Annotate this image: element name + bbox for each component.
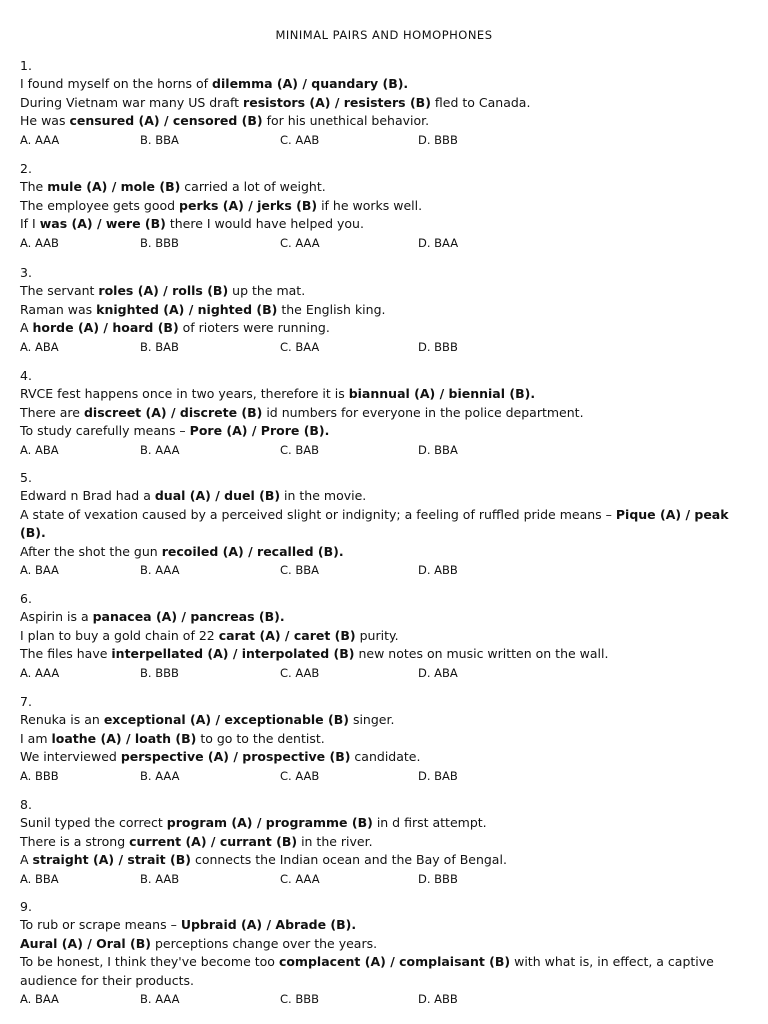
answer-options [20,767,748,785]
question-sentence [20,301,748,319]
answer-option: A. BAA [20,563,59,578]
word-choice: exceptional (A) / exceptionable (B) [103,712,349,728]
sentence-text: After the shot the gun [20,543,162,559]
question-sentence [20,711,748,729]
sentence-text: Renuka is an [20,712,104,728]
sentence-text: id numbers for everyone in the police department. [262,404,584,420]
sentence-text: To be honest, I think they've become too [20,954,279,970]
word-choice: Pore (A) / Prore (B). [189,423,330,439]
sentence-text: RVCE fest happens once in two years, therefore it is [20,386,349,402]
word-choice: biannual (A) / biennial (B). [348,386,536,402]
question-block [20,160,748,252]
answer-option: D. ABA [418,665,458,680]
page-title: MINIMAL PAIRS AND HOMOPHONES [275,28,493,42]
sentence-text: If I [20,216,40,232]
question-sentence [20,814,748,832]
question-sentence [20,385,748,403]
sentence-text: A [20,852,33,868]
question-sentence [20,627,748,645]
sentence-text: in d first attempt. [372,815,487,831]
sentence-text: in the river. [297,833,373,849]
sentence-text: Raman was [20,301,97,317]
answer-option: C. BBB [280,992,320,1007]
question-sentence [20,404,748,422]
question-sentence [20,75,748,93]
sentence-text: for his unethical behavior. [262,113,430,129]
answer-option: C. AAA [280,871,320,886]
sentence-text: new notes on music written on the wall. [354,646,609,662]
answer-option: D. BBB [418,871,458,886]
question-sentence [20,608,748,626]
answer-option: B. BAB [140,339,179,354]
answer-options [20,441,748,459]
word-choice: roles (A) / rolls (B) [98,283,229,299]
answer-option: C. BAB [280,442,319,457]
sentence-text: of rioters were running. [178,320,330,336]
sentence-text: perceptions change over the years. [151,935,378,951]
sentence-text: A [20,320,33,336]
sentence-text: Aspirin is a [20,609,93,625]
question-block [20,264,748,356]
sentence-text: fled to Canada. [430,94,531,110]
sentence-text: purity. [355,627,399,643]
word-choice: knighted (A) / nighted (B) [96,301,278,317]
question-sentence [20,748,748,766]
answer-options [20,338,748,356]
question-number: 6. [20,591,32,606]
answer-option: C. AAB [280,768,320,783]
answer-option: C. AAA [280,235,320,250]
word-choice: dual (A) / duel (B) [154,488,281,504]
question-block [20,469,748,579]
question-sentence [20,487,748,505]
sentence-text: The employee gets good [20,197,180,213]
sentence-text: We interviewed [20,749,121,765]
question-number: 7. [20,694,32,709]
answer-option: B. AAA [140,992,180,1007]
question-block [20,796,748,888]
word-choice: straight (A) / strait (B) [32,852,191,868]
sentence-text: There are [20,404,84,420]
answer-option: B. AAA [140,442,180,457]
sentence-text: with what is, in effect, a captive audience for their products. [20,954,714,988]
word-choice: resistors (A) / resisters (B) [243,94,431,110]
sentence-text: I found myself on the horns of [20,76,213,92]
question-number: 1. [20,58,32,73]
word-choice: Pique (A) / peak (B). [20,506,729,541]
answer-option: D. BAA [418,235,459,250]
sentence-text: in the movie. [280,488,367,504]
answer-option: D. BBB [418,132,458,147]
sentence-text: carried a lot of weight. [180,179,326,195]
sentence-text: candidate. [350,749,421,765]
question-number: 8. [20,797,32,812]
sentence-text: There is a strong [20,833,130,849]
answer-option: D. ABB [418,992,458,1007]
sentence-text: Edward n Brad had a [20,488,155,504]
question-sentence [20,215,748,233]
answer-option: D. BBA [418,442,458,457]
sentence-text: connects the Indian ocean and the Bay of Bengal. [190,852,507,868]
word-choice: dilemma (A) / quandary (B). [212,76,409,92]
sentence-text: During Vietnam war many US draft [20,94,244,110]
sentence-text: The files have [20,646,112,662]
word-choice: panacea (A) / pancreas (B). [92,609,285,625]
word-choice: carat (A) / caret (B) [218,627,356,643]
question-sentence [20,953,748,990]
question-sentence [20,851,748,869]
answer-option: B. AAA [140,563,180,578]
word-choice: complacent (A) / complaisant (B) [278,954,511,970]
answer-options [20,131,748,149]
question-sentence [20,282,748,300]
question-sentence [20,112,748,130]
answer-options [20,561,748,579]
word-choice: perspective (A) / prospective (B) [120,749,351,765]
question-block [20,57,748,149]
answer-options [20,870,748,888]
sentence-text: To rub or scrape means – [20,917,181,933]
answer-option: C. BBA [280,563,319,578]
answer-option: D. BAB [418,768,458,783]
word-choice: loathe (A) / loath (B) [51,730,197,746]
answer-option: B. BBB [140,235,179,250]
sentence-text: I plan to buy a gold chain of 22 [20,627,219,643]
word-choice: current (A) / currant (B) [129,833,298,849]
sentence-text: singer. [348,712,395,728]
question-block [20,367,748,459]
word-choice: Upbraid (A) / Abrade (B). [180,917,357,933]
answer-option: B. BBA [140,132,179,147]
word-choice: horde (A) / hoard (B) [32,320,179,336]
sentence-text: the English king. [277,301,386,317]
word-choice: discreet (A) / discrete (B) [83,404,263,420]
question-sentence [20,543,748,561]
word-choice: was (A) / were (B) [39,216,166,232]
answer-option: D. ABB [418,563,458,578]
question-number: 3. [20,265,32,280]
answer-options [20,234,748,252]
question-number: 9. [20,899,32,914]
sentence-text: to go to the dentist. [196,730,325,746]
answer-option: A. AAB [20,235,59,250]
sentence-text: I am [20,730,52,746]
answer-option: A. BBA [20,871,59,886]
sentence-text: there I would have helped you. [165,216,364,232]
question-sentence [20,94,748,112]
sentence-text: Sunil typed the correct [20,815,167,831]
question-sentence [20,730,748,748]
answer-option: D. BBB [418,339,458,354]
word-choice: censured (A) / censored (B) [69,113,263,129]
question-sentence [20,319,748,337]
sentence-text: He was [20,113,70,129]
question-sentence [20,935,748,953]
question-sentence [20,833,748,851]
question-sentence [20,422,748,440]
question-number: 2. [20,161,32,176]
question-number: 5. [20,470,32,485]
sentence-text: up the mat. [228,283,306,299]
sentence-text: To study carefully means – [20,423,190,439]
question-sentence [20,645,748,663]
question-sentence [20,506,748,543]
answer-option: A. AAA [20,665,60,680]
question-block [20,693,748,785]
answer-option: A. ABA [20,442,59,457]
answer-options [20,990,748,1008]
sentence-text: The servant [20,283,99,299]
answer-option: A. ABA [20,339,59,354]
word-choice: program (A) / programme (B) [166,815,373,831]
answer-option: A. AAA [20,132,60,147]
question-number: 4. [20,368,32,383]
sentence-text: if he works well. [317,197,423,213]
question-sentence [20,197,748,215]
answer-option: B. BBB [140,665,179,680]
answer-option: B. AAB [140,871,180,886]
question-sentence [20,916,748,934]
answer-option: A. BBB [20,768,59,783]
question-block [20,898,748,1008]
sentence-text: The [20,179,48,195]
answer-option: C. AAB [280,665,320,680]
answer-option: B. AAA [140,768,180,783]
answer-option: A. BAA [20,992,59,1007]
question-sentence [20,178,748,196]
answer-option: C. BAA [280,339,320,354]
word-choice: Aural (A) / Oral (B) [20,935,151,951]
word-choice: perks (A) / jerks (B) [179,197,318,213]
sentence-text: A state of vexation caused by a perceived slight or indignity; a feeling of ruffled pride means – [20,506,616,522]
word-choice: interpellated (A) / interpolated (B) [111,646,355,662]
question-block [20,590,748,682]
word-choice: recoiled (A) / recalled (B). [161,543,344,559]
word-choice: mule (A) / mole (B) [47,179,181,195]
answer-option: C. AAB [280,132,320,147]
answer-options [20,664,748,682]
